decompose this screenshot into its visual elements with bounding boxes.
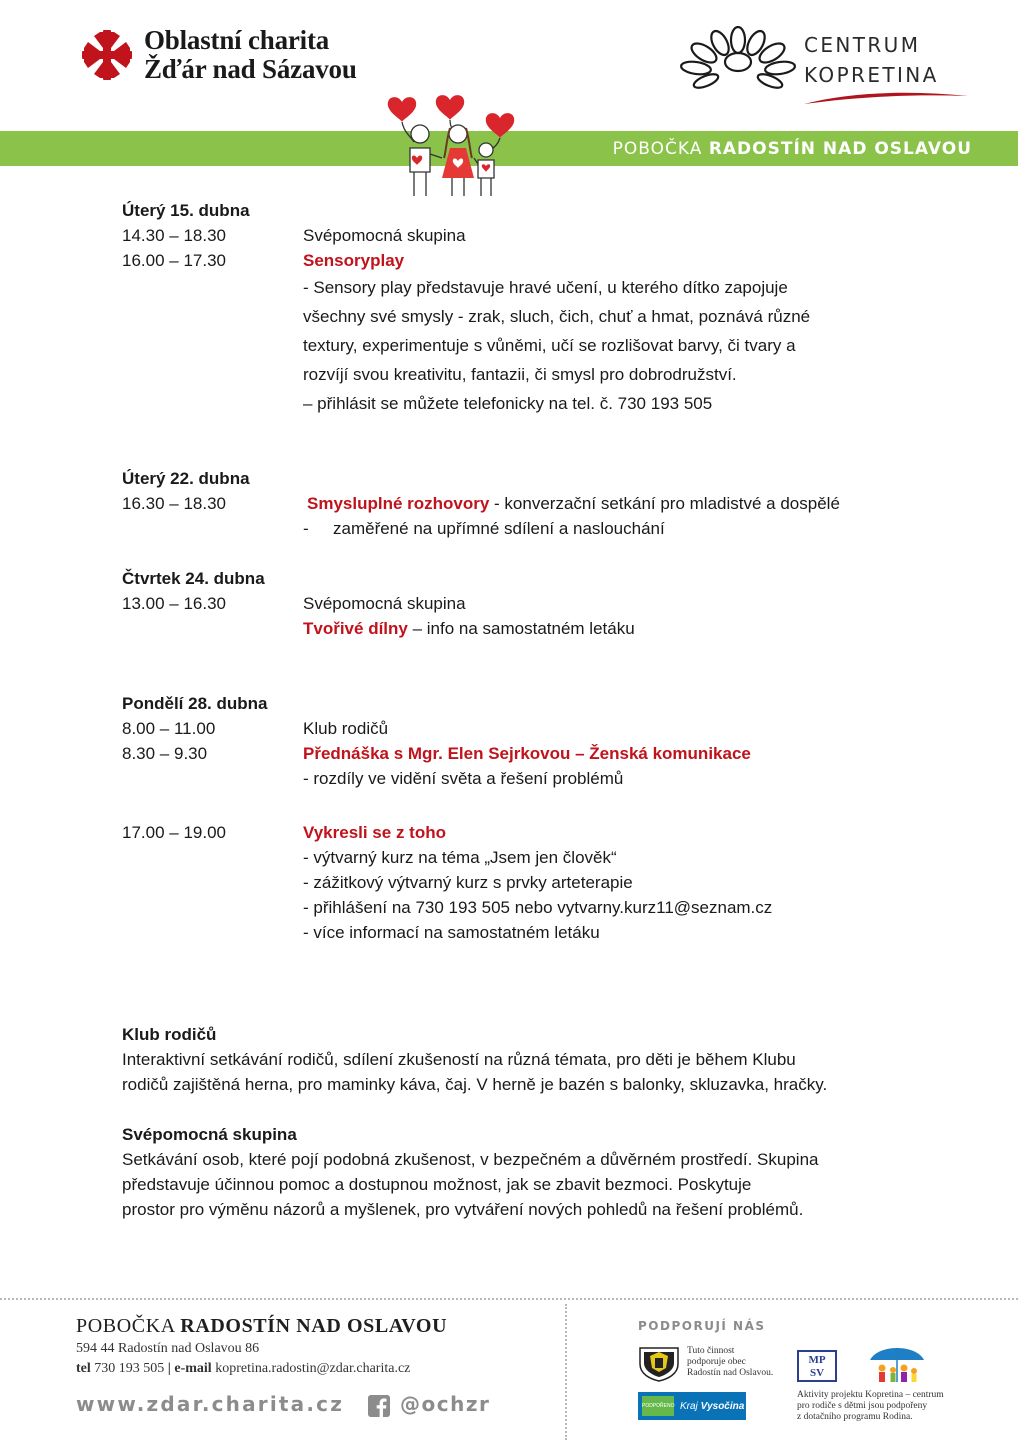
- schedule-day-2: [122, 466, 902, 541]
- event-text-line: - rozdíly ve vidění světa a řešení problémů: [303, 769, 624, 788]
- mpsv-line: SV: [809, 1367, 825, 1379]
- daisy-flower-logo: [676, 26, 800, 90]
- schedule-document: [122, 198, 902, 1222]
- footer-branch-name: RADOSTÍN NAD OSLAVOU: [180, 1315, 448, 1337]
- bullet-item: [303, 516, 902, 541]
- mpsv-line: MP: [808, 1354, 826, 1366]
- event-description: [303, 616, 902, 641]
- schedule-day-4: [122, 691, 902, 945]
- event-text: – info na samostatném letáku: [407, 619, 635, 638]
- tel-label: tel: [76, 1361, 91, 1376]
- email-link[interactable]: kopretina.radostin@zdar.charita.cz: [215, 1361, 411, 1376]
- info-title: Klub rodičů: [122, 1025, 217, 1044]
- tel-number[interactable]: 730 193 505: [94, 1361, 165, 1376]
- contact-separator: |: [167, 1361, 171, 1376]
- footer-address: 594 44 Radostín nad Oslavou 86: [76, 1341, 260, 1356]
- branch-prefix: POBOČKA: [612, 139, 703, 159]
- vysocina-label: Vysočina: [700, 1400, 745, 1412]
- vysocina-kraj: Kraj: [680, 1400, 698, 1412]
- project-text-line: pro rodiče s dětmi jsou podpořeny: [797, 1401, 928, 1411]
- org-name-line1: Oblastní charita: [144, 25, 330, 55]
- project-text-line: Aktivity projektu Kopretina – centrum: [797, 1390, 944, 1400]
- event-text-line: - Sensory play představuje hravé učení, u kterého dítko zapojuje: [303, 278, 788, 297]
- vysocina-badge: PODPOŘENO: [642, 1396, 674, 1416]
- schedule-row: [122, 741, 902, 791]
- info-text-line: prostor pro výměnu názorů a myšlenek, pro vytváření nových pohledů na řešení problémů.: [122, 1200, 804, 1219]
- event-title-highlight: Přednáška s Mgr. Elen Sejrkovou – Ženská komunikace: [303, 744, 751, 763]
- info-title: Svépomocná skupina: [122, 1125, 297, 1144]
- event-text: - konverzační setkání pro mladistvé a dospělé: [489, 494, 840, 513]
- centrum-kopretina-wordmark: [804, 30, 939, 90]
- schedule-row: [122, 491, 902, 516]
- family-hearts-illustration: [380, 92, 520, 200]
- schedule-row: [122, 716, 902, 741]
- event-time: 17.00 – 19.00: [122, 823, 226, 842]
- event-time: 14.30 – 18.30: [122, 226, 226, 245]
- event-time: 16.30 – 18.30: [122, 494, 226, 513]
- event-text-line: rozvíjí svou kreativitu, fantazii, či smysl pro dobrodružství.: [303, 365, 737, 384]
- org-name-line2: Žďár nad Sázavou: [144, 54, 357, 84]
- crest-text-line: podporuje obec: [687, 1357, 746, 1367]
- footer-branch-title: [76, 1315, 447, 1338]
- info-text-line: rodičů zajištěná herna, pro maminky káva, čaj. V herně je bazén s balonky, skluzavka, hračky.: [122, 1075, 828, 1094]
- day-heading: Pondělí 28. dubna: [122, 694, 268, 713]
- day-heading: Úterý 15. dubna: [122, 201, 250, 220]
- org-name: [144, 26, 357, 84]
- mpsv-logo: [797, 1350, 837, 1382]
- event-description: [303, 741, 902, 791]
- email-label: e-mail: [174, 1361, 212, 1376]
- footer-divider: [0, 1298, 1018, 1300]
- event-title: Svépomocná skupina: [303, 226, 466, 245]
- event-time: 16.00 – 17.30: [122, 251, 226, 270]
- event-title-highlight: Smysluplné rozhovory: [307, 494, 490, 513]
- centrum-line2: KOPRETINA: [804, 63, 939, 87]
- vysocina-name: [680, 1401, 744, 1412]
- municipality-crest-icon: [638, 1346, 680, 1382]
- branch-title: [613, 131, 972, 166]
- event-time: 8.00 – 11.00: [122, 719, 216, 738]
- schedule-row: [122, 248, 902, 418]
- event-text-line: - více informací na samostatném letáku: [303, 923, 600, 942]
- project-support-text: [797, 1390, 977, 1423]
- event-title-highlight: Vykresli se z toho: [303, 823, 446, 842]
- footer-branch-prefix: POBOČKA: [76, 1315, 175, 1337]
- event-description: [303, 491, 902, 516]
- charita-cross-logo: [80, 28, 134, 82]
- event-description: [303, 248, 902, 418]
- event-title: Klub rodičů: [303, 719, 389, 738]
- info-svepomocna-skupina: [122, 1122, 902, 1222]
- kraj-vysocina-logo: [638, 1392, 746, 1420]
- day-heading: Úterý 22. dubna: [122, 469, 250, 488]
- schedule-row: [122, 616, 902, 641]
- schedule-day-3: [122, 566, 902, 641]
- event-description: [303, 820, 902, 945]
- event-time: 13.00 – 16.30: [122, 594, 226, 613]
- event-text-line: - zážitkový výtvarný kurz s prvky arteterapie: [303, 873, 633, 892]
- schedule-row: [122, 820, 902, 945]
- kopretina-family-umbrella-logo: [866, 1342, 928, 1388]
- event-text-line: textury, experimentuje s vůněmi, učí se rozlišovat barvy, či tvary a: [303, 336, 796, 355]
- schedule-row: [122, 516, 902, 541]
- event-title-highlight: Tvořivé dílny: [303, 619, 408, 638]
- info-text-line: Setkávání osob, které pojí podobná zkušenost, v bezpečném a důvěrném prostředí. Skupina: [122, 1150, 819, 1169]
- day-heading: Čtvrtek 24. dubna: [122, 569, 265, 588]
- schedule-row: [122, 591, 902, 616]
- info-text-line: Interaktivní setkávání rodičů, sdílení zkušeností na různá témata, pro děti je během Klubu: [122, 1050, 796, 1069]
- crest-text-line: Radostín nad Oslavou.: [687, 1368, 774, 1378]
- facebook-icon[interactable]: [368, 1395, 390, 1417]
- social-handle-link[interactable]: @ochzr: [400, 1392, 491, 1416]
- schedule-day-1: [122, 198, 902, 418]
- info-klub-rodicu: [122, 1022, 902, 1097]
- municipality-support-text: [687, 1346, 787, 1379]
- red-swoosh-decoration: [800, 88, 970, 106]
- event-time: 8.30 – 9.30: [122, 744, 208, 763]
- event-text-line: – přihlásit se můžete telefonicky na tel. č. 730 193 505: [303, 394, 713, 413]
- footer-vertical-divider: [565, 1304, 567, 1440]
- bullet-text: zaměřené na upřímné sdílení a naslouchání: [333, 519, 665, 538]
- project-text-line: z dotačního programu Rodina.: [797, 1412, 913, 1422]
- crest-text-line: Tuto činnost: [687, 1346, 735, 1356]
- website-link[interactable]: www.zdar.charita.cz: [76, 1392, 345, 1416]
- branch-name: RADOSTÍN NAD OSLAVOU: [708, 139, 972, 159]
- event-text-line: - přihlášení na 730 193 505 nebo vytvarny.kurz11@seznam.cz: [303, 898, 773, 917]
- event-text-line: - výtvarný kurz na téma „Jsem jen člověk“: [303, 848, 617, 867]
- schedule-row: [122, 223, 902, 248]
- supporters-title: PODPORUJÍ NÁS: [638, 1319, 766, 1333]
- event-title-highlight: Sensoryplay: [303, 251, 405, 270]
- event-title: Svépomocná skupina: [303, 594, 466, 613]
- footer-contact: [76, 1361, 410, 1377]
- centrum-line1: CENTRUM: [804, 33, 921, 57]
- event-text-line: všechny své smysly - zrak, sluch, čich, chuť a hmat, poznává různé: [303, 307, 811, 326]
- info-text-line: představuje účinnou pomoc a dostupnou možnost, jak se zbavit bezmoci. Poskytuje: [122, 1175, 752, 1194]
- bullet-dash: -: [303, 519, 309, 538]
